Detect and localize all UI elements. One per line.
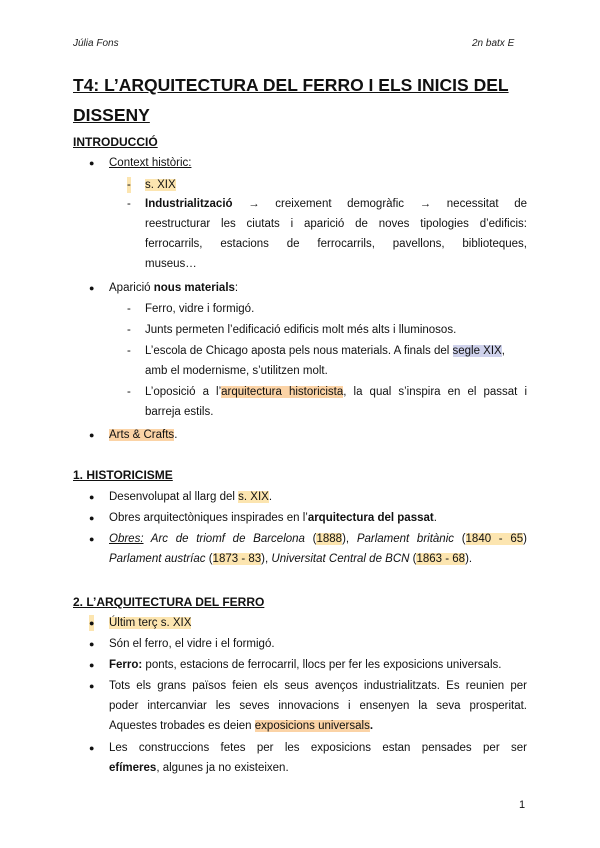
header-author: Júlia Fons xyxy=(73,38,119,49)
list-item: ● Desenvolupat al llarg del s. XIX. xyxy=(89,491,273,503)
bullet-icon: ● xyxy=(89,615,94,631)
list-item: ● Obres: Arc de triomf de Barcelona (1888), Parlament britànic (1840 - 65) Parlament austríac (1873 - 83), Universitat Central de BCN (1863 - 68). xyxy=(89,533,527,565)
dash-icon: - xyxy=(127,303,131,315)
bullet-icon: ● xyxy=(89,534,95,544)
bullet-icon: ● xyxy=(89,430,95,440)
header-class: 2n batx E xyxy=(472,38,515,49)
list-item: - L’oposició a l’arquitectura historicista, la qual s’inspira en el passat i barreja estils. xyxy=(127,386,527,418)
dash-icon: - xyxy=(127,179,131,191)
section-heading-historicism: 1. HISTORICISME xyxy=(73,468,173,482)
list-item: ● Aparició nous materials: xyxy=(89,282,239,294)
list-item: ● Ferro: ponts, estacions de ferrocarril, llocs per fer les exposicions universals. xyxy=(89,659,502,671)
bullet-icon: ● xyxy=(89,513,95,523)
bullet-icon: ● xyxy=(89,681,95,691)
page-number: 1 xyxy=(519,799,526,811)
list-item: ● Arts & Crafts. xyxy=(89,429,178,441)
list-item: ● Són el ferro, el vidre i el formigó. xyxy=(89,638,275,650)
list-item: - L’escola de Chicago aposta pels nous materials. A finals del segle XIX, amb el modernisme, s’utilitzen molt. xyxy=(127,345,505,377)
dash-icon: - xyxy=(127,345,131,357)
list-item: ● Context històric: xyxy=(89,157,192,169)
list-item: - Ferro, vidre i formigó. xyxy=(127,303,255,315)
section-heading-iron: 2. L’ARQUITECTURA DEL FERRO xyxy=(73,595,265,609)
dash-icon: - xyxy=(127,198,131,210)
section-heading-intro: INTRODUCCIÓ xyxy=(73,135,158,149)
page-title xyxy=(73,72,533,128)
list-item: - s. XIX xyxy=(127,179,176,191)
bullet-icon: ● xyxy=(89,492,95,502)
title-line-1: T4: L’ARQUITECTURA DEL FERRO I ELS INICIS DEL xyxy=(73,75,509,95)
list-item: ● Obres arquitectòniques inspirades en l’arquitectura del passat. xyxy=(89,512,437,524)
list-item: - Industrialització → creixement demogràfic → necessitat de reestructurar les ciutats i aparició de noves tipologies d’edificis: ferrocarrils, estacions de ferrocarrils, pavellons, biblioteques, museus… xyxy=(127,198,527,270)
bullet-icon: ● xyxy=(89,158,95,168)
title-line-2: DISSENY xyxy=(73,105,150,125)
dash-icon: - xyxy=(127,324,131,336)
list-item: ● Últim terç s. XIX xyxy=(89,617,192,629)
list-item: - Junts permeten l’edificació edificis molt més alts i lluminosos. xyxy=(127,324,457,336)
bullet-icon: ● xyxy=(89,660,95,670)
list-item: ● Les construccions fetes per les exposicions estan pensades per ser efímeres, algunes ja no existeixen. xyxy=(89,742,527,774)
bullet-icon: ● xyxy=(89,283,95,293)
list-item: ● Tots els grans països feien els seus avenços industrialitzats. Es reunien per poder intercanviar les seves innovacions i ensenyen la seva prosperitat. Aquestes trobades es deien exposicions universals. xyxy=(89,680,527,732)
bullet-icon: ● xyxy=(89,743,95,753)
dash-icon: - xyxy=(127,386,131,398)
bullet-icon: ● xyxy=(89,639,95,649)
